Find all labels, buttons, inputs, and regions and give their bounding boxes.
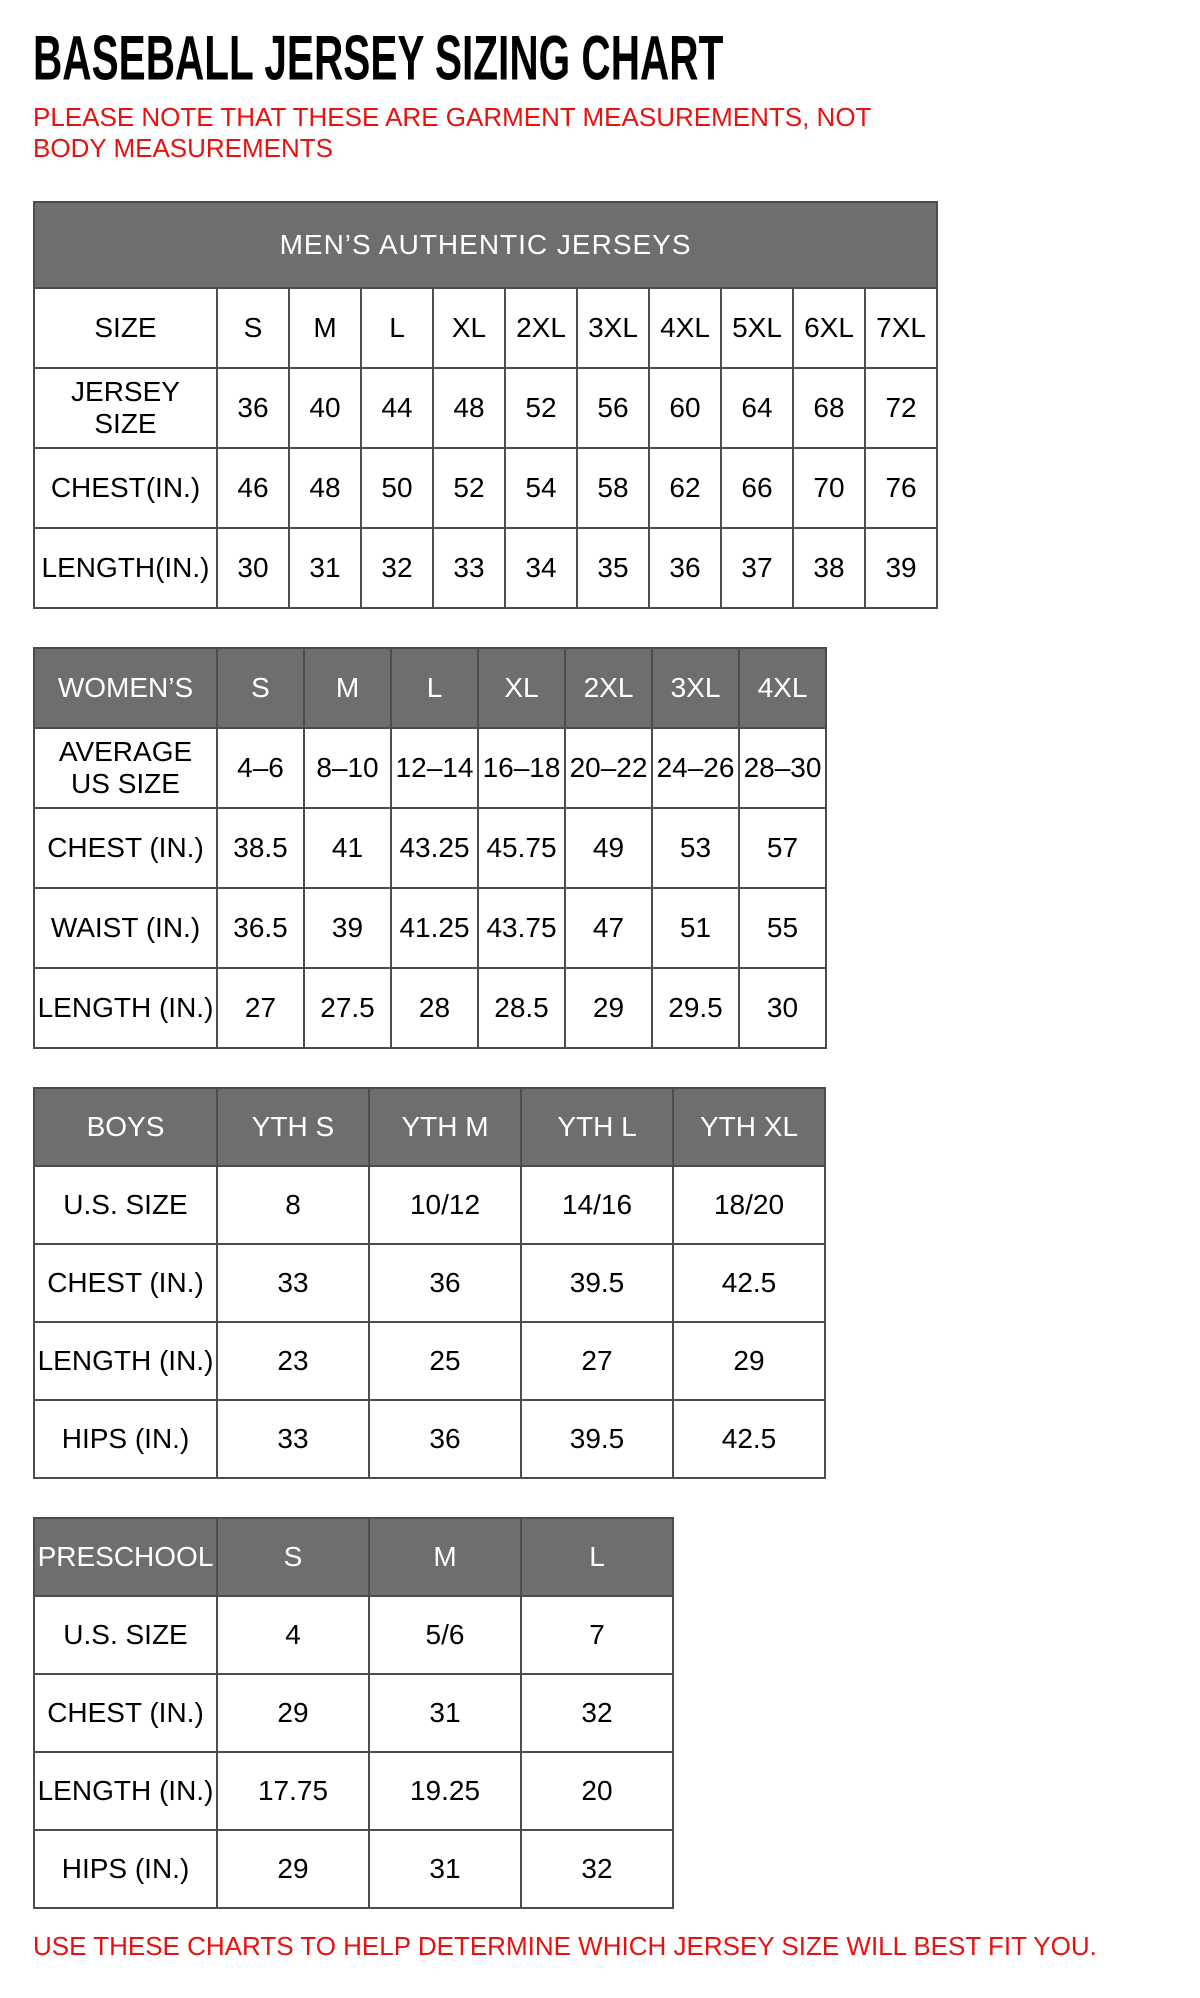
womens-value-cell: 28.5 bbox=[478, 968, 565, 1048]
mens-value-cell: 66 bbox=[721, 448, 793, 528]
womens-value-cell: 41 bbox=[304, 808, 391, 888]
boys-label-cell: CHEST (IN.) bbox=[34, 1244, 217, 1322]
mens-label-cell: SIZE bbox=[34, 288, 217, 368]
womens-value-cell: 45.75 bbox=[478, 808, 565, 888]
preschool-row bbox=[34, 1830, 673, 1908]
womens-header-row bbox=[34, 648, 826, 728]
mens-value-cell: 50 bbox=[361, 448, 433, 528]
preschool-value-cell: 19.25 bbox=[369, 1752, 521, 1830]
mens-value-cell: 5XL bbox=[721, 288, 793, 368]
boys-label-cell: LENGTH (IN.) bbox=[34, 1322, 217, 1400]
mens-value-cell: M bbox=[289, 288, 361, 368]
mens-value-cell: 7XL bbox=[865, 288, 937, 368]
mens-value-cell: 64 bbox=[721, 368, 793, 448]
mens-value-cell: 2XL bbox=[505, 288, 577, 368]
womens-label-cell: LENGTH (IN.) bbox=[34, 968, 217, 1048]
preschool-value-cell: 20 bbox=[521, 1752, 673, 1830]
mens-caption-row bbox=[34, 202, 937, 288]
boys-value-cell: 29 bbox=[673, 1322, 825, 1400]
preschool-value-cell: 32 bbox=[521, 1830, 673, 1908]
womens-value-cell: 12–14 bbox=[391, 728, 478, 808]
mens-value-cell: 54 bbox=[505, 448, 577, 528]
mens-value-cell: 4XL bbox=[649, 288, 721, 368]
boys-value-cell: 42.5 bbox=[673, 1400, 825, 1478]
mens-value-cell: 44 bbox=[361, 368, 433, 448]
womens-row bbox=[34, 808, 826, 888]
mens-value-cell: 37 bbox=[721, 528, 793, 608]
womens-row bbox=[34, 728, 826, 808]
boys-header-cell: YTH M bbox=[369, 1088, 521, 1166]
boys-value-cell: 36 bbox=[369, 1400, 521, 1478]
mens-table-title: MEN’S AUTHENTIC JERSEYS bbox=[34, 202, 937, 288]
boys-label-cell: HIPS (IN.) bbox=[34, 1400, 217, 1478]
boys-header-row bbox=[34, 1088, 825, 1166]
preschool-header-cell: PRESCHOOL bbox=[34, 1518, 217, 1596]
boys-value-cell: 8 bbox=[217, 1166, 369, 1244]
mens-value-cell: 30 bbox=[217, 528, 289, 608]
womens-header-cell: XL bbox=[478, 648, 565, 728]
womens-sizing-table bbox=[33, 647, 827, 1049]
preschool-header-cell: S bbox=[217, 1518, 369, 1596]
womens-row bbox=[34, 968, 826, 1048]
mens-value-cell: 60 bbox=[649, 368, 721, 448]
preschool-value-cell: 17.75 bbox=[217, 1752, 369, 1830]
womens-value-cell: 57 bbox=[739, 808, 826, 888]
boys-row bbox=[34, 1322, 825, 1400]
boys-value-cell: 33 bbox=[217, 1400, 369, 1478]
womens-value-cell: 41.25 bbox=[391, 888, 478, 968]
womens-value-cell: 47 bbox=[565, 888, 652, 968]
mens-value-cell: 52 bbox=[433, 448, 505, 528]
mens-value-cell: 70 bbox=[793, 448, 865, 528]
boys-value-cell: 23 bbox=[217, 1322, 369, 1400]
preschool-value-cell: 7 bbox=[521, 1596, 673, 1674]
mens-value-cell: 33 bbox=[433, 528, 505, 608]
womens-header-cell: 4XL bbox=[739, 648, 826, 728]
mens-value-cell: 72 bbox=[865, 368, 937, 448]
mens-value-cell: 48 bbox=[433, 368, 505, 448]
mens-value-cell: 34 bbox=[505, 528, 577, 608]
womens-value-cell: 38.5 bbox=[217, 808, 304, 888]
womens-header-cell: M bbox=[304, 648, 391, 728]
womens-value-cell: 36.5 bbox=[217, 888, 304, 968]
mens-value-cell: 36 bbox=[217, 368, 289, 448]
preschool-label-cell: HIPS (IN.) bbox=[34, 1830, 217, 1908]
mens-row bbox=[34, 288, 937, 368]
boys-value-cell: 39.5 bbox=[521, 1244, 673, 1322]
mens-value-cell: 35 bbox=[577, 528, 649, 608]
mens-value-cell: 6XL bbox=[793, 288, 865, 368]
mens-row bbox=[34, 448, 937, 528]
mens-value-cell: 48 bbox=[289, 448, 361, 528]
preschool-row bbox=[34, 1674, 673, 1752]
womens-value-cell: 43.75 bbox=[478, 888, 565, 968]
mens-value-cell: 39 bbox=[865, 528, 937, 608]
mens-value-cell: 31 bbox=[289, 528, 361, 608]
mens-value-cell: 68 bbox=[793, 368, 865, 448]
boys-value-cell: 27 bbox=[521, 1322, 673, 1400]
boys-header-cell: YTH XL bbox=[673, 1088, 825, 1166]
womens-header-cell: 3XL bbox=[652, 648, 739, 728]
boys-value-cell: 42.5 bbox=[673, 1244, 825, 1322]
womens-header-cell: 2XL bbox=[565, 648, 652, 728]
preschool-value-cell: 4 bbox=[217, 1596, 369, 1674]
preschool-sizing-table bbox=[33, 1517, 674, 1909]
womens-header-cell: S bbox=[217, 648, 304, 728]
mens-row bbox=[34, 368, 937, 448]
mens-value-cell: 40 bbox=[289, 368, 361, 448]
womens-value-cell: 55 bbox=[739, 888, 826, 968]
preschool-header-cell: M bbox=[369, 1518, 521, 1596]
mens-value-cell: 32 bbox=[361, 528, 433, 608]
womens-value-cell: 30 bbox=[739, 968, 826, 1048]
preschool-label-cell: LENGTH (IN.) bbox=[34, 1752, 217, 1830]
boys-row bbox=[34, 1166, 825, 1244]
mens-value-cell: S bbox=[217, 288, 289, 368]
preschool-value-cell: 31 bbox=[369, 1830, 521, 1908]
mens-value-cell: 3XL bbox=[577, 288, 649, 368]
womens-value-cell: 29 bbox=[565, 968, 652, 1048]
preschool-value-cell: 31 bbox=[369, 1674, 521, 1752]
womens-value-cell: 8–10 bbox=[304, 728, 391, 808]
page-title: BASEBALL JERSEY SIZING CHART bbox=[33, 23, 724, 95]
mens-value-cell: 38 bbox=[793, 528, 865, 608]
boys-value-cell: 25 bbox=[369, 1322, 521, 1400]
preschool-value-cell: 32 bbox=[521, 1674, 673, 1752]
garment-measurements-note: PLEASE NOTE THAT THESE ARE GARMENT MEASUREMENTS, NOT BODY MEASUREMENTS bbox=[33, 102, 871, 163]
fit-advice-footer: USE THESE CHARTS TO HELP DETERMINE WHICH JERSEY SIZE WILL BEST FIT YOU. bbox=[33, 1931, 1097, 1962]
womens-header-cell: WOMEN’S bbox=[34, 648, 217, 728]
boys-sizing-table bbox=[33, 1087, 826, 1479]
mens-value-cell: 58 bbox=[577, 448, 649, 528]
mens-label-cell: CHEST(IN.) bbox=[34, 448, 217, 528]
boys-value-cell: 39.5 bbox=[521, 1400, 673, 1478]
womens-value-cell: 20–22 bbox=[565, 728, 652, 808]
preschool-header-cell: L bbox=[521, 1518, 673, 1596]
mens-value-cell: 56 bbox=[577, 368, 649, 448]
mens-label-cell: LENGTH(IN.) bbox=[34, 528, 217, 608]
preschool-value-cell: 5/6 bbox=[369, 1596, 521, 1674]
mens-value-cell: L bbox=[361, 288, 433, 368]
womens-value-cell: 24–26 bbox=[652, 728, 739, 808]
mens-label-cell: JERSEY SIZE bbox=[34, 368, 217, 448]
preschool-header-row bbox=[34, 1518, 673, 1596]
boys-value-cell: 36 bbox=[369, 1244, 521, 1322]
preschool-row bbox=[34, 1596, 673, 1674]
preschool-value-cell: 29 bbox=[217, 1674, 369, 1752]
womens-value-cell: 39 bbox=[304, 888, 391, 968]
womens-row bbox=[34, 888, 826, 968]
boys-header-cell: YTH L bbox=[521, 1088, 673, 1166]
mens-value-cell: 46 bbox=[217, 448, 289, 528]
mens-row bbox=[34, 528, 937, 608]
womens-value-cell: 43.25 bbox=[391, 808, 478, 888]
womens-value-cell: 27 bbox=[217, 968, 304, 1048]
mens-value-cell: 52 bbox=[505, 368, 577, 448]
mens-value-cell: 62 bbox=[649, 448, 721, 528]
womens-header-cell: L bbox=[391, 648, 478, 728]
boys-row bbox=[34, 1244, 825, 1322]
boys-label-cell: U.S. SIZE bbox=[34, 1166, 217, 1244]
womens-value-cell: 49 bbox=[565, 808, 652, 888]
boys-header-cell: YTH S bbox=[217, 1088, 369, 1166]
mens-value-cell: 36 bbox=[649, 528, 721, 608]
preschool-label-cell: CHEST (IN.) bbox=[34, 1674, 217, 1752]
preschool-label-cell: U.S. SIZE bbox=[34, 1596, 217, 1674]
womens-label-cell: AVERAGE US SIZE bbox=[34, 728, 217, 808]
mens-value-cell: 76 bbox=[865, 448, 937, 528]
womens-label-cell: CHEST (IN.) bbox=[34, 808, 217, 888]
womens-value-cell: 28–30 bbox=[739, 728, 826, 808]
preschool-value-cell: 29 bbox=[217, 1830, 369, 1908]
mens-authentic-jerseys-table bbox=[33, 201, 938, 609]
womens-value-cell: 28 bbox=[391, 968, 478, 1048]
womens-label-cell: WAIST (IN.) bbox=[34, 888, 217, 968]
preschool-row bbox=[34, 1752, 673, 1830]
womens-value-cell: 16–18 bbox=[478, 728, 565, 808]
mens-value-cell: XL bbox=[433, 288, 505, 368]
boys-value-cell: 33 bbox=[217, 1244, 369, 1322]
boys-value-cell: 18/20 bbox=[673, 1166, 825, 1244]
boys-row bbox=[34, 1400, 825, 1478]
womens-value-cell: 53 bbox=[652, 808, 739, 888]
womens-value-cell: 29.5 bbox=[652, 968, 739, 1048]
boys-value-cell: 10/12 bbox=[369, 1166, 521, 1244]
boys-header-cell: BOYS bbox=[34, 1088, 217, 1166]
boys-value-cell: 14/16 bbox=[521, 1166, 673, 1244]
womens-value-cell: 27.5 bbox=[304, 968, 391, 1048]
womens-value-cell: 51 bbox=[652, 888, 739, 968]
womens-value-cell: 4–6 bbox=[217, 728, 304, 808]
